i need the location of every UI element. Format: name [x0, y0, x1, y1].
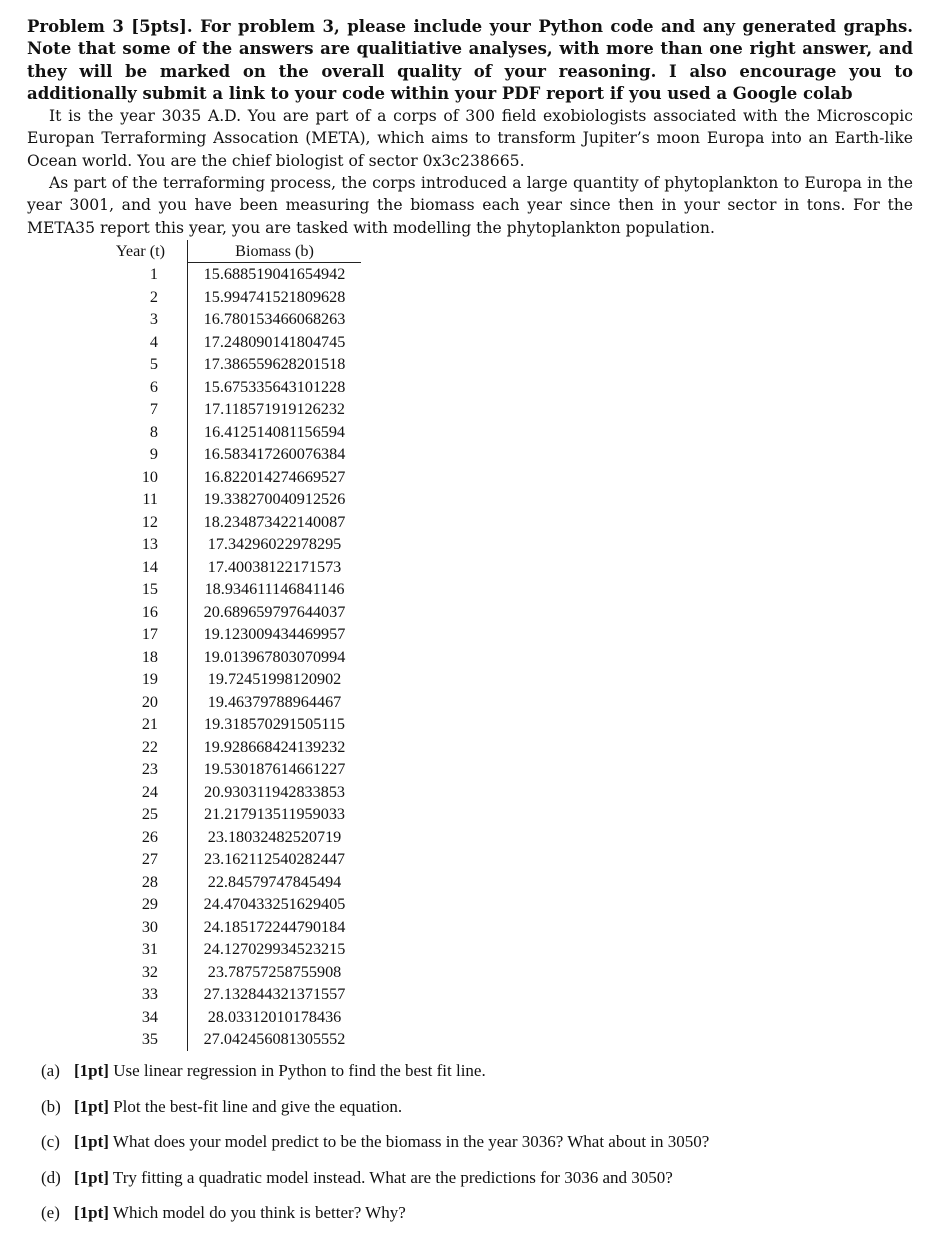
- year-cell: 5: [149, 355, 158, 374]
- question-label: (b): [41, 1096, 61, 1116]
- year-cell: 18: [141, 647, 158, 666]
- year-cell: 1: [149, 265, 158, 284]
- table-row: [61, 421, 361, 444]
- year-cell: 15: [141, 580, 158, 599]
- biomass-cell: 17.40038122171573: [188, 556, 362, 579]
- biomass-cell: 16.822014274669527: [188, 466, 362, 489]
- table-row: [61, 646, 361, 669]
- biomass-cell: 19.530187614661227: [188, 758, 362, 781]
- table-row: [61, 353, 361, 376]
- year-cell: 23: [141, 760, 158, 779]
- year-cell: 7: [149, 400, 158, 419]
- question-label: (c): [41, 1132, 60, 1152]
- year-cell: 19: [141, 670, 158, 689]
- year-cell: 29: [141, 895, 158, 914]
- table-row: [61, 286, 361, 309]
- table-row: [61, 961, 361, 984]
- question-label: (d): [41, 1167, 61, 1187]
- biomass-cell: 23.162112540282447: [188, 848, 362, 871]
- year-cell: 34: [141, 1007, 158, 1026]
- biomass-cell: 24.470433251629405: [188, 893, 362, 916]
- table-row: [61, 578, 361, 601]
- table-row: [61, 263, 361, 286]
- table-row: [61, 1006, 361, 1029]
- biomass-cell: 17.248090141804745: [188, 331, 362, 354]
- biomass-cell: 17.34296022978295: [188, 533, 362, 556]
- biomass-cell: 17.118571919126232: [188, 398, 362, 421]
- year-cell: 28: [141, 872, 158, 891]
- question-text: What does your model predict to be the biomass in the year 3036? What about in 3050?: [112, 1132, 710, 1152]
- year-cell: 30: [141, 917, 158, 936]
- table-row: [61, 331, 361, 354]
- table-row: [61, 893, 361, 916]
- question-text: Plot the best-fit line and give the equation.: [113, 1096, 403, 1116]
- table-row: [61, 713, 361, 736]
- question-points: [1pt]: [74, 1132, 109, 1152]
- question-item: [27, 1053, 913, 1089]
- table-row: [61, 308, 361, 331]
- question-item: [27, 1089, 913, 1125]
- year-cell: 20: [141, 692, 158, 711]
- biomass-cell: 24.127029934523215: [188, 938, 362, 961]
- biomass-cell: 16.780153466068263: [188, 308, 362, 331]
- year-cell: 4: [149, 332, 158, 351]
- year-cell: 24: [141, 782, 158, 801]
- table-row: [61, 398, 361, 421]
- biomass-cell: 27.132844321371557: [188, 983, 362, 1006]
- year-cell: 31: [141, 940, 158, 959]
- biomass-cell: 24.185172244790184: [188, 916, 362, 939]
- table-row: [61, 556, 361, 579]
- table-row: [61, 488, 361, 511]
- biomass-column-header: Biomass (b): [188, 240, 362, 263]
- table-body: [61, 263, 361, 1051]
- year-cell: 10: [141, 467, 158, 486]
- biomass-cell: 19.123009434469957: [188, 623, 362, 646]
- table-row: [61, 623, 361, 646]
- table-row: [61, 511, 361, 534]
- year-cell: 32: [141, 962, 158, 981]
- biomass-cell: 18.934611146841146: [188, 578, 362, 601]
- question-item: [27, 1160, 913, 1196]
- year-cell: 13: [141, 535, 158, 554]
- question-list: [27, 1053, 913, 1231]
- biomass-cell: 28.03312010178436: [188, 1006, 362, 1029]
- table-row: [61, 668, 361, 691]
- biomass-cell: 21.217913511959033: [188, 803, 362, 826]
- biomass-cell: 23.78757258755908: [188, 961, 362, 984]
- biomass-cell: 19.318570291505115: [188, 713, 362, 736]
- table-row: [61, 781, 361, 804]
- biomass-cell: 15.688519041654942: [188, 263, 362, 286]
- year-cell: 12: [141, 512, 158, 531]
- biomass-table: [61, 240, 361, 1051]
- year-cell: 14: [141, 557, 158, 576]
- question-label: (e): [41, 1203, 60, 1223]
- year-cell: 8: [149, 422, 158, 441]
- biomass-cell: 23.18032482520719: [188, 826, 362, 849]
- context-paragraph: As part of the terraforming process, the corps introduced a large quantity of phytoplankton to Europa in the year 3001, and you have been measuring the biomass each year since then in your sector in tons. For the META35 report this year, you are tasked with modelling the phytoplankton population.: [27, 174, 913, 237]
- year-cell: 25: [141, 805, 158, 824]
- question-label: (a): [41, 1060, 60, 1080]
- question-text: Use linear regression in Python to find the best fit line.: [113, 1060, 486, 1080]
- question-item: [27, 1195, 913, 1231]
- question-text: Try fitting a quadratic model instead. What are the predictions for 3036 and 3050?: [112, 1167, 673, 1187]
- table-row: [61, 848, 361, 871]
- biomass-cell: 20.930311942833853: [188, 781, 362, 804]
- table-row: [61, 736, 361, 759]
- biomass-cell: 19.72451998120902: [188, 668, 362, 691]
- table-row: [61, 601, 361, 624]
- intro-paragraph: It is the year 3035 A.D. You are part of a corps of 300 field exobiologists associated with the Microscopic Europan Terraforming Assocation (META), which aims to transform Jupiter’s moon Europa into an Earth-like Ocean world. You are the chief biologist of sector 0x3c238665.: [27, 107, 913, 170]
- biomass-cell: 16.412514081156594: [188, 421, 362, 444]
- question-points: [1pt]: [74, 1060, 109, 1080]
- question-points: [1pt]: [74, 1167, 109, 1187]
- year-cell: 6: [149, 377, 158, 396]
- year-cell: 35: [141, 1030, 158, 1049]
- table-row: [61, 871, 361, 894]
- year-cell: 16: [141, 602, 158, 621]
- year-cell: 26: [141, 827, 158, 846]
- year-cell: 27: [141, 850, 158, 869]
- biomass-cell: 19.928668424139232: [188, 736, 362, 759]
- problem-header: Problem 3 [5pts]. For problem 3, please include your Python code and any generated graphs. Note that some of the answers are qualitiative analyses, with more than one right answer, and they will be marked on the overall quality of your reasoning. I also encourage you to additionally submit a link to your code within your PDF report if you used a Google colab: [27, 17, 913, 103]
- biomass-cell: 27.042456081305552: [188, 1028, 362, 1051]
- year-cell: 3: [149, 310, 158, 329]
- table-row: [61, 1028, 361, 1051]
- biomass-cell: 19.338270040912526: [188, 488, 362, 511]
- year-column-header: Year (t): [115, 242, 165, 261]
- question-item: [27, 1124, 913, 1160]
- table-header-row: [61, 240, 361, 263]
- biomass-cell: 15.675335643101228: [188, 376, 362, 399]
- biomass-cell: 15.994741521809628: [188, 286, 362, 309]
- table-row: [61, 691, 361, 714]
- table-row: [61, 983, 361, 1006]
- year-cell: 9: [149, 445, 158, 464]
- table-row: [61, 466, 361, 489]
- year-cell: 11: [142, 490, 158, 509]
- table-row: [61, 826, 361, 849]
- biomass-cell: 19.013967803070994: [188, 646, 362, 669]
- table-row: [61, 803, 361, 826]
- year-cell: 2: [149, 287, 158, 306]
- table-row: [61, 443, 361, 466]
- table-row: [61, 533, 361, 556]
- biomass-cell: 19.46379788964467: [188, 691, 362, 714]
- year-cell: 22: [141, 737, 158, 756]
- biomass-cell: 17.386559628201518: [188, 353, 362, 376]
- year-cell: 21: [141, 715, 158, 734]
- question-text: Which model do you think is better? Why?: [112, 1203, 406, 1223]
- biomass-cell: 18.234873422140087: [188, 511, 362, 534]
- question-points: [1pt]: [74, 1096, 109, 1116]
- question-points: [1pt]: [74, 1203, 109, 1223]
- table-row: [61, 938, 361, 961]
- biomass-cell: 20.689659797644037: [188, 601, 362, 624]
- table-row: [61, 758, 361, 781]
- year-cell: 33: [141, 985, 158, 1004]
- table-row: [61, 916, 361, 939]
- table-row: [61, 376, 361, 399]
- problem-page: [27, 16, 913, 1231]
- biomass-cell: 16.583417260076384: [188, 443, 362, 466]
- year-cell: 17: [141, 625, 158, 644]
- biomass-cell: 22.84579747845494: [188, 871, 362, 894]
